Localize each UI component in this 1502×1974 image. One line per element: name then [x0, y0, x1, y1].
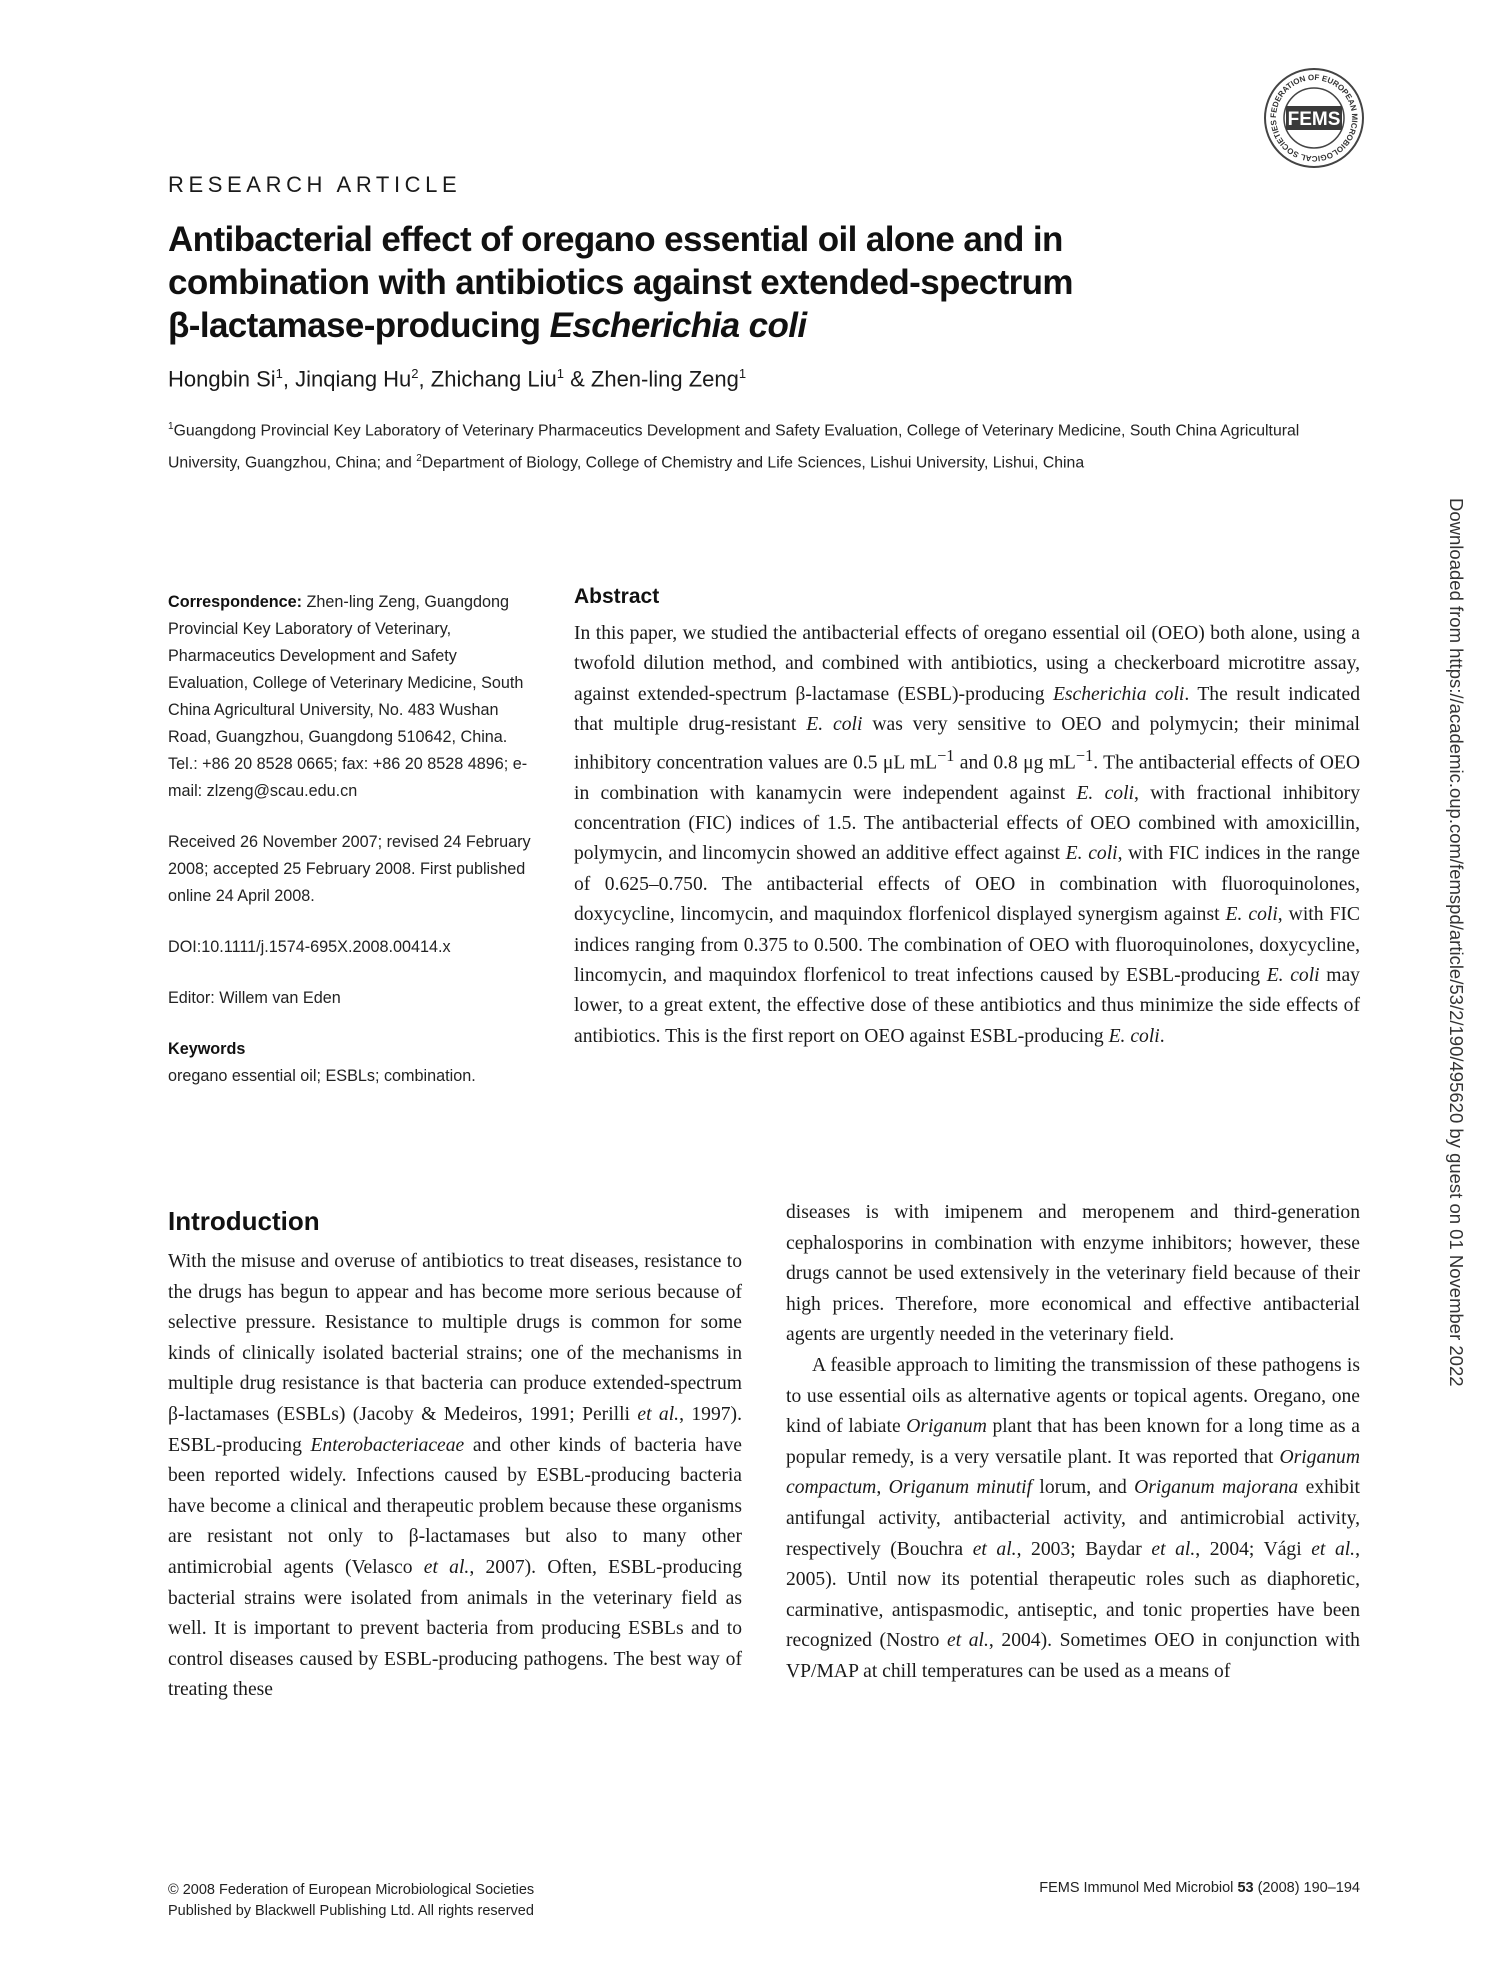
author-name: Zhichang Liu [430, 366, 557, 392]
affiliation-mark: 2 [416, 453, 422, 465]
journal-volume: 53 [1237, 1880, 1254, 1896]
introduction-paragraph: With the misuse and overuse of antibiotics to treat diseases, resistance to the drugs has begun to appear and has become more serious because of selective pressure. Resistance to multiple drugs is common for some kinds of clinically isolated bacterial strains; one of the mechanisms in multiple drug resistance is that bacteria can produce extended-spectrum β-lactamases (ESBLs) (Jacoby & Medeiros, 1991; Perilli et al., 1997). ESBL-producing Enterobacteriaceae and other kinds of bacteria have been reported widely. Infections caused by ESBL-producing bacteria have become a clinical and therapeutic problem because these organisms are resistant not only to β-lactamases but also to many other antimicrobial agents (Velasco et al., 2007). Often, ESBL-producing bacterial strains were isolated from animals in the veterinary field as well. It is important to prevent bacteria from producing ESBLs and to control diseases caused by ESBL-producing pathogens. The best way of treating these [168, 1251, 742, 1701]
author-affiliation-mark: 1 [738, 366, 747, 381]
article-title [168, 218, 1218, 347]
title-line-2: combination with antibiotics against extended-spectrum [168, 263, 1073, 302]
fems-logo [1262, 66, 1366, 170]
copyright-line: © 2008 Federation of European Microbiological Societies [168, 1882, 535, 1898]
abstract-text: In this paper, we studied the antibacterial effects of oregano essential oil (OEO) both alone, using a twofold dilution method, and combined with antibiotics, using a checkerboard microtitre assay, against extended-spectrum β-lactamase (ESBL)-producing Escherichia coli. The result indicated that multiple drug-resistant E. coli was very sensitive to OEO and polymycin; their minimal inhibitory concentration values are 0.5 μL $mL^{-1}$ and 0.8 μg $mL^{-1}$. The antibacterial effects of OEO in combination with kanamycin were independent against E. coli, with fractional inhibitory concentration (FIC) indices of 1.5. The antibacterial effects of OEO combined with amoxicillin, polymycin, and lincomycin showed an additive effect against E. coli, with FIC indices in the range of 0.625–0.750. The antibacterial effects of OEO in combination with fluoroquinolones, doxycycline, lincomycin, and maquindox florfenicol displayed synergism against E. coli, with FIC indices ranging from 0.375 to 0.500. The combination of OEO with fluoroquinolones, doxycycline, lincomycin, and maquindox florfenicol to treat infections caused by ESBL-producing E. coli may lower, to a great extent, the effective dose of these antibiotics and thus minimize the side effects of antibiotics. This is the first report on OEO against ESBL-producing E. coli. [574, 623, 1360, 1047]
introduction-heading: Introduction [168, 1206, 320, 1236]
fems-seal-logo-icon [1262, 66, 1366, 170]
correspondence-text: Zhen-ling Zeng, Guangdong Provincial Key Laboratory of Veterinary, Pharmaceutics Development and Safety Evaluation, College of Veterinary Medicine, South China Agricultural University, No. 483 Wushan Road, Guangzhou, Guangdong 510642, China. Tel.: +86 20 8528 0665; fax: +86 20 8528 4896; e-mail: zlzeng@scau.edu.cn [168, 593, 528, 800]
footer-copyright [168, 1880, 534, 1922]
correspondence-label: Correspondence: [168, 593, 303, 611]
keywords: oregano essential oil; ESBLs; combination. [168, 1067, 476, 1085]
author-name: Zhen-ling Zeng [590, 366, 739, 392]
journal-name: FEMS Immunol Med Microbiol [1039, 1880, 1238, 1896]
doi: DOI:10.1111/j.1574-695X.2008.00414.x [168, 938, 451, 956]
footer-citation [1014, 1880, 1360, 1896]
title-line-3 [168, 304, 1218, 347]
author-affiliation-mark: 1 [275, 366, 283, 381]
history-dates: Received 26 November 2007; revised 24 February 2008; accepted 25 February 2008. First published online 24 April 2008. [168, 833, 531, 905]
affiliations [168, 413, 1368, 478]
keywords-label: Keywords [168, 1040, 246, 1058]
title-line-1: Antibacterial effect of oregano essential oil alone and in [168, 220, 1063, 259]
download-watermark-text: Downloaded from https://academic.oup.com/femspd/article/53/2/190/495620 by guest on 01 November 2022 [1446, 498, 1467, 1387]
body-paragraph: A feasible approach to limiting the transmission of these pathogens is to use essential oils as alternative agents or topical agents. Oregano, one kind of labiate Origanum plant that has been known for a long time as a popular remedy, is a very versatile plant. It was reported that Origanum compactum, Origanum minutif lorum, and Origanum majorana exhibit antifungal activity, antibacterial activity, and antimicrobial activity, respectively (Bouchra et al., 2003; Baydar et al., 2004; Vági et al., 2005). Until now its potential therapeutic roles such as diaphoretic, carminative, antispasmodic, antiseptic, and tonic properties have been recognized (Nostro et al., 2004). Sometimes OEO in conjunction with VP/MAP at chill temperatures can be used as a means of [786, 1354, 1361, 1682]
editor: Editor: Willem van Eden [168, 989, 341, 1007]
body-paragraph: diseases is with imipenem and meropenem and third-generation cephalosporins in combination with enzyme inhibitors; however, these drugs cannot be used extensively in the veterinary field because of their high prices. Therefore, more economical and effective antibacterial agents are urgently needed in the veterinary field. [786, 1202, 1360, 1346]
correspondence [168, 589, 538, 805]
author-name: Jinqiang Hu [295, 366, 412, 392]
affiliation-mark: 1 [168, 421, 174, 432]
abstract-section [574, 585, 1360, 1052]
author-list: Hongbin Si$^1$, Jinqiang Hu$^2$, Zhichang Liu$^1$ & Zhen-ling Zeng$^1$ [168, 366, 747, 392]
section-label: RESEARCH ARTICLE [168, 172, 462, 197]
publisher-line: Published by Blackwell Publishing Ltd. All rights reserved [168, 1903, 534, 1919]
journal-pages: (2008) 190–194 [1253, 1880, 1360, 1896]
article-info-sidebar [168, 589, 538, 1090]
download-watermark [1436, 498, 1476, 1498]
logo-ring-text: FEDERATION OF EUROPEAN MICROBIOLOGICAL SOCIETIES [1268, 72, 1360, 164]
title-line-3-prefix: β-lactamase-producing [168, 306, 550, 345]
introduction-section [168, 1206, 742, 1706]
affiliation-text: Department of Biology, College of Chemistry and Life Sciences, Lishui University, Lishui, China [421, 454, 1085, 472]
author-name: Hongbin Si [168, 366, 276, 392]
author-affiliation-mark: 1 [556, 366, 564, 381]
right-text-column [786, 1198, 1360, 1688]
abstract-heading: Abstract [574, 585, 660, 608]
author-affiliation-mark: 2 [411, 366, 419, 381]
affiliation-text: Guangdong Provincial Key Laboratory of Veterinary Pharmaceutics Development and Safety Evaluation, College of Veterinary Medicine, South China Agricultural University, Guangzhou, China; and [168, 422, 1300, 472]
logo-text: FEMS [1287, 109, 1341, 130]
title-organism: Escherichia coli [549, 306, 807, 345]
